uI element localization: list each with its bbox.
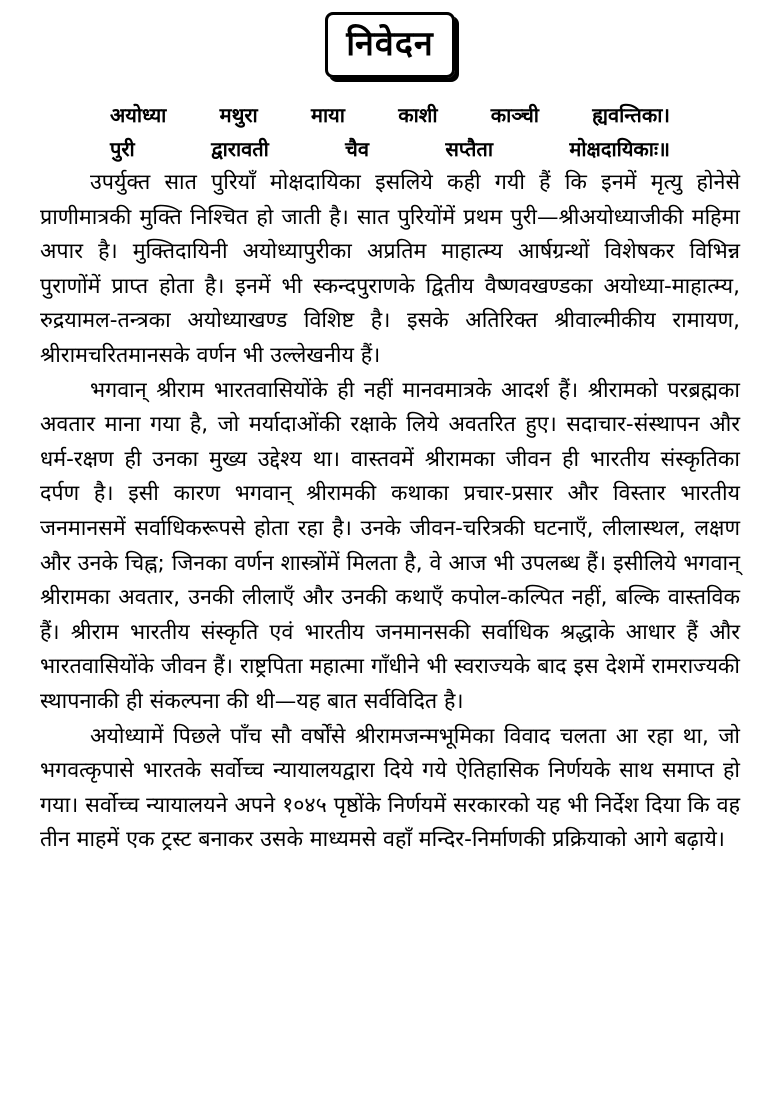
shloka-word: द्वारावती (211, 137, 269, 161)
shloka-line-2 (110, 132, 670, 166)
paragraph-1: उपर्युक्त सात पुरियाँ मोक्षदायिका इसलिये कही गयी हैं कि इनमें मृत्यु होनेसे प्राणीमात्रकी मुक्ति निश्चित हो जाती है। सात पुरियोंमें प्रथम पुरी—श्रीअयोध्याजीकी महिमा अपार है। मुक्तिदायिनी अयोध्यापुरीका अप्रतिम माहात्म्य आर्षग्रन्थों विशेषकर विभिन्न पुराणोंमें प्राप्त होता है। इनमें भी स्कन्दपुराणके द्वितीय वैष्णवखण्डका अयोध्या-माहात्म्य, रुद्रयामल-तन्त्रका अयोध्याखण्ड विशिष्ट है। इसके अतिरिक्त श्रीवाल्मीकीय रामायण, श्रीरामचरितमानसके वर्णन भी उल्लेखनीय हैं। (40, 170, 740, 368)
shloka-word: सप्तैता (445, 137, 494, 161)
shloka-word: काञ्ची (490, 103, 539, 127)
shloka-word: काशी (398, 103, 438, 127)
shloka-word: चैव (345, 137, 369, 161)
shloka-word: ह्यवन्तिका। (592, 103, 670, 127)
shloka-block (110, 98, 670, 166)
page-title: निवेदन (325, 12, 455, 78)
paragraph-3: अयोध्यामें पिछले पाँच सौ वर्षोंसे श्रीरामजन्मभूमिका विवाद चलता आ रहा था, जो भगवत्कृपासे भारतके सर्वोच्च न्यायालयद्वारा दिये गये ऐतिहासिक निर्णयके साथ समाप्त हो गया। सर्वोच्च न्यायालयने अपने १०४५ पृष्ठोंके निर्णयमें सरकारको यह भी निर्देश दिया कि वह तीन माहमें एक ट्रस्ट बनाकर उसके माध्यमसे वहाँ मन्दिर-निर्माणकी प्रक्रियाको आगे बढ़ाये। (40, 723, 740, 853)
shloka-word: मोक्षदायिकाः॥ (569, 137, 670, 161)
shloka-word: अयोध्या (110, 103, 167, 127)
shloka-word: पुरी (110, 137, 135, 161)
body-text (40, 166, 740, 858)
shloka-line-1 (110, 98, 670, 132)
shloka-word: माया (311, 103, 345, 127)
shloka-word: मथुरा (219, 103, 258, 127)
title-area (40, 12, 740, 80)
paragraph-2: भगवान् श्रीराम भारतवासियोंके ही नहीं मानवमात्रके आदर्श हैं। श्रीरामको परब्रह्मका अवतार माना गया है, जो मर्यादाओंकी रक्षाके लिये अवतरित हुए। सदाचार-संस्थापन और धर्म-रक्षण ही उनका मुख्य उद्देश्य था। वास्तवमें श्रीरामका जीवन ही भारतीय संस्कृतिका दर्पण है। इसी कारण भगवान् श्रीरामकी कथाका प्रचार-प्रसार और विस्तार भारतीय जनमानसमें सर्वाधिकरूपसे होता रहा है। उनके जीवन-चरित्रकी घटनाएँ, लीलास्थल, लक्षण और उनके चिह्न; जिनका वर्णन शास्त्रोंमें मिलता है, वे आज भी उपलब्ध हैं। इसीलिये भगवान् श्रीरामका अवतार, उनकी लीलाएँ और उनकी कथाएँ कपोल-कल्पित नहीं, बल्कि वास्तविक हैं। श्रीराम भारतीय संस्कृति एवं भारतीय जनमानसकी सर्वाधिक श्रद्धाके आधार हैं और भारतवासियोंके जीवन हैं। राष्ट्रपिता महात्मा गाँधीने भी स्वराज्यके बाद इस देशमें रामराज्यकी स्थापनाकी ही संकल्पना की थी—यह बात सर्वविदित है। (40, 377, 740, 714)
